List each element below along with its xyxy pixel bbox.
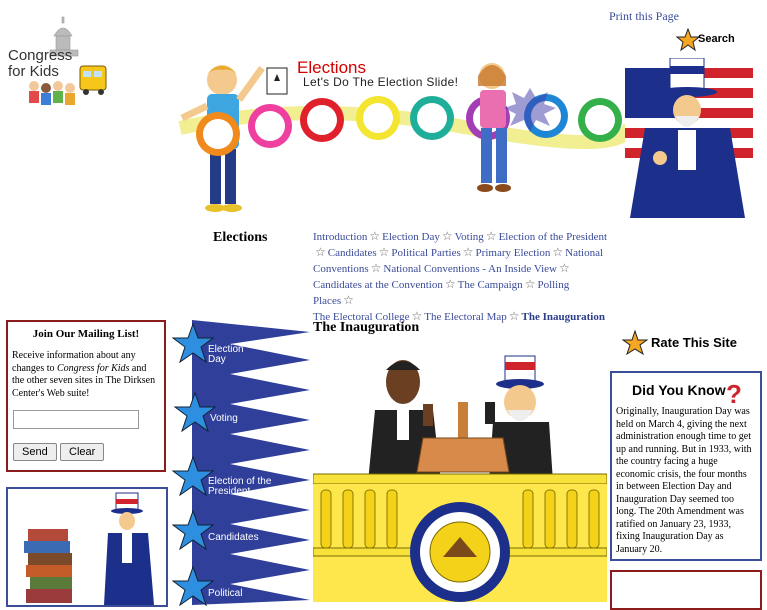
star-icon: [172, 566, 214, 608]
star-icon: ☆: [315, 245, 326, 259]
star-icon: ☆: [462, 245, 474, 259]
nav-link-introduction[interactable]: Introduction: [313, 231, 368, 243]
nav-link-election-day[interactable]: Election Day: [382, 231, 440, 243]
left-nav-item-election-day[interactable]: Election Day: [172, 323, 292, 379]
inauguration-illustration: [313, 352, 607, 602]
logo-text-line2: for Kids: [8, 63, 59, 80]
star-icon: ☆: [378, 245, 390, 259]
nav-link-candidates[interactable]: Candidates: [327, 247, 377, 259]
nav-link-electoral-college[interactable]: The Electoral College: [313, 311, 410, 323]
star-icon: ☆: [441, 229, 453, 243]
mailing-list-box: [6, 320, 166, 472]
star-icon: ☆: [524, 277, 536, 291]
search-button[interactable]: [676, 28, 746, 54]
nav-link-polling-places[interactable]: Polling Places: [313, 279, 570, 307]
nav-link-primary-election[interactable]: Primary Election: [475, 247, 551, 259]
nav-link-electoral-map[interactable]: The Electoral Map: [424, 311, 507, 323]
congress-for-kids-logo[interactable]: [6, 14, 110, 114]
nav-link-conventions-inside-view[interactable]: National Conventions - An Inside View: [383, 263, 557, 275]
nav-link-national-conventions[interactable]: National Conventions: [313, 247, 604, 275]
star-icon: ☆: [343, 293, 354, 307]
question-mark-icon: [724, 379, 746, 409]
nav-link-the-campaign[interactable]: The Campaign: [457, 279, 523, 291]
print-page-link[interactable]: Print this Page: [609, 9, 680, 23]
star-icon: [676, 28, 700, 52]
star-icon: ☆: [370, 261, 382, 275]
nav-current-inauguration: The Inauguration: [521, 311, 605, 323]
star-icon: ☆: [508, 309, 520, 323]
nav-link-voting[interactable]: Voting: [454, 231, 484, 243]
section-heading: Elections: [213, 230, 268, 245]
left-nav-item-election-of-president[interactable]: Election of the President: [172, 456, 292, 506]
star-icon: ☆: [444, 277, 456, 291]
logo-text-line1: Congress: [8, 47, 73, 64]
elections-topic-nav: [313, 229, 608, 325]
bottom-right-box: [610, 570, 762, 610]
banner-subtitle: Let's Do The Election Slide!: [303, 75, 459, 89]
star-icon: ☆: [552, 245, 564, 259]
mailing-description: Receive information about any changes to Congress for Kids and the other seven sites in The Dirksen Center's Web suite!: [12, 350, 156, 399]
star-icon: ☆: [558, 261, 570, 275]
nav-link-election-of-president[interactable]: Election of the President: [498, 231, 608, 243]
did-you-know-text: Originally, Inauguration Day was held on March 4, giving the next administration enough time to get up and running. But in 1933, with the country facing a huge economic crisis, the four months in between Election Day and Inauguration Day seemed too long. The 20th Amendment was ratified on January 23, 1933, fixing Inauguration Day as January 20.: [616, 406, 752, 555]
star-icon: ☆: [369, 229, 381, 243]
left-nav-item-candidates[interactable]: Candidates: [172, 510, 292, 560]
nav-link-candidates-at-convention[interactable]: Candidates at the Convention: [313, 279, 443, 291]
uncle-sam-books-box[interactable]: [6, 487, 168, 607]
send-button[interactable]: Send: [13, 443, 57, 461]
star-icon: ☆: [411, 309, 423, 323]
left-nav-item-political[interactable]: Political: [172, 566, 292, 606]
star-icon: [622, 330, 648, 356]
left-star-nav: [170, 320, 310, 605]
clear-button[interactable]: Clear: [60, 443, 104, 461]
email-field[interactable]: [13, 410, 139, 429]
search-label: Search: [698, 33, 735, 45]
svg-text:?: ?: [726, 379, 742, 409]
star-icon: [172, 510, 214, 552]
mailing-heading: Join Our Mailing List!: [32, 328, 140, 340]
nav-link-political-parties[interactable]: Political Parties: [391, 247, 461, 259]
left-nav-item-voting[interactable]: Voting: [174, 392, 294, 442]
rate-label: Rate This Site: [651, 335, 737, 350]
elections-banner: [170, 58, 760, 218]
star-icon: ☆: [485, 229, 497, 243]
rate-this-site-link[interactable]: [622, 330, 767, 358]
did-you-know-box: [610, 371, 762, 561]
page-title: The Inauguration: [313, 320, 420, 335]
banner-title: Elections: [297, 58, 366, 77]
did-you-know-title: Did You Know: [632, 382, 726, 398]
